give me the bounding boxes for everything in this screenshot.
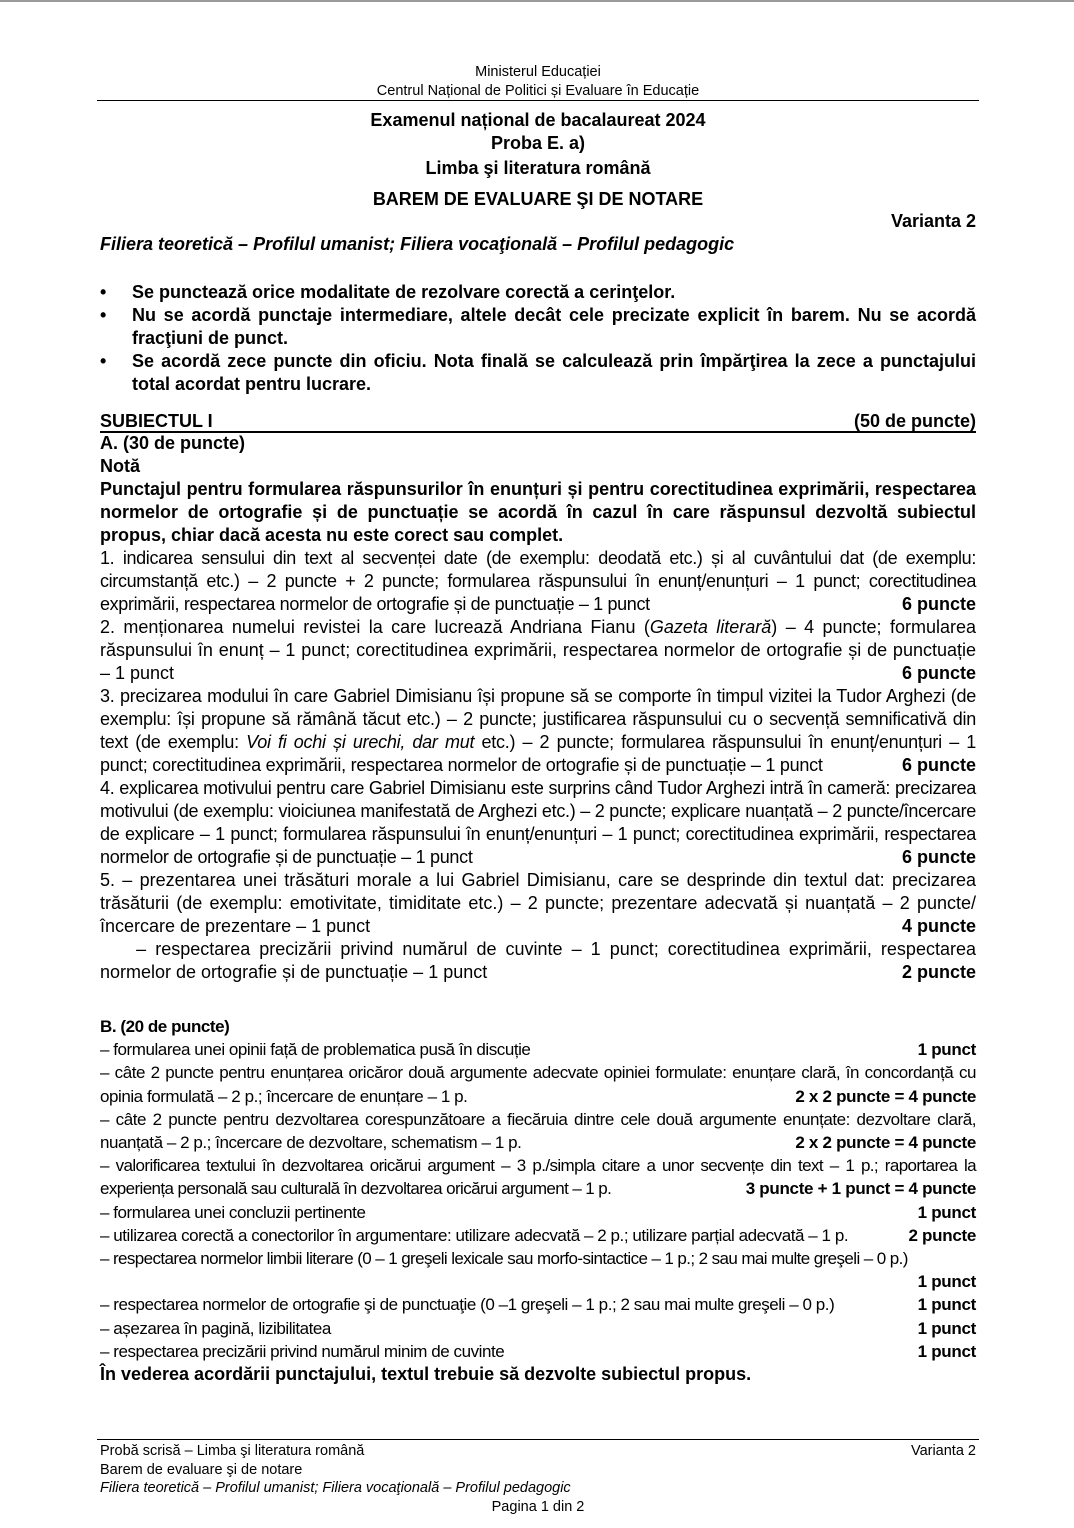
header-divider <box>97 100 979 101</box>
subject-title: Limba şi literatura română <box>425 158 651 178</box>
b-item-text: – câte 2 puncte pentru dezvoltarea corespunzătoare a fiecăruia dintre cele două argumente enunțate: dezvoltare clară, nuanțată – 2 p.; încercare de dezvoltare, schematism – 1 p. <box>100 1109 976 1153</box>
footer-line2: Barem de evaluare şi de notare <box>100 1461 303 1478</box>
subject-points: (50 de puncte) <box>853 411 976 431</box>
b-item-score: 1 punct <box>917 1341 976 1361</box>
item-text: 2. menționarea numelui revistei la care lucrează Andriana Fianu (Gazeta literară) – 4 puncte; formularea răspunsului în enunț – 1 punct; corectitudinea exprimării, respectarea normelor de ortografie și de punctuație – 1 punct <box>100 617 976 683</box>
nota-text: Punctajul pentru formularea răspunsurilor în enunțuri și pentru corectitudinea exprimării, respectarea normelor de ortografie și de punctuație se acordă în cazul în care răspunsul dezvoltă subiectul propus, chiar dacă acesta nu este corect sau complet. <box>100 479 976 545</box>
b-item-score: 3 puncte + 1 punct = 4 puncte <box>745 1179 976 1199</box>
b-item <box>100 1293 976 1316</box>
item-score: 4 puncte <box>901 916 976 936</box>
item-3-score-row <box>100 754 976 777</box>
item-5b-score-row <box>100 961 976 984</box>
b-item-score: 2 x 2 puncte = 4 puncte <box>795 1133 976 1153</box>
b-item-score: 1 punct <box>917 1040 976 1060</box>
part-b <box>100 1015 976 1386</box>
b-item-text: – câte 2 puncte pentru enunțarea oricăror două argumente adecvate opiniei formulate: enunțare clară, în concordanță cu opinia formulată – 2 p.; încercare de enunțare – 1 p. <box>100 1063 976 1106</box>
footer-variant: Varianta 2 <box>910 1443 976 1459</box>
filiera-line: Filiera teoretică – Profilul umanist; Filiera vocaţională – Profilul pedagogic <box>100 234 735 254</box>
item-text: 5. – prezentarea unei trăsături morale a lui Gabriel Dimisianu, care se desprinde din textul dat: precizarea trăsăturii (de exemplu: emotivitate, timiditate etc.) – 2 puncte; prezentare adecvată și nuanțată – 2 puncte/încercare de prezentare – 1 punct <box>100 870 976 936</box>
subject-title: SUBIECTUL I <box>100 411 213 431</box>
item-1-score-row <box>100 593 976 616</box>
subject-heading <box>100 410 976 433</box>
part-a-heading: A. (30 de puncte) <box>100 433 246 453</box>
proba-title: Proba E. a) <box>490 133 586 153</box>
b-item-score: 1 punct <box>917 1202 976 1222</box>
b-item-score-row <box>100 1131 976 1154</box>
bullet-icon: • <box>100 305 107 325</box>
footer-divider <box>97 1439 979 1440</box>
item-text: – respectarea precizării privind numărul de cuvinte – 1 punct; corectitudinea exprimării, respectarea normelor de ortografie și de punctuație – 1 punct <box>100 939 981 982</box>
b-item-score-row <box>100 1270 976 1293</box>
b-item-score-row <box>100 1085 976 1108</box>
item-5-score-row <box>100 915 976 938</box>
b-item-text: – așezarea în pagină, lizibilitatea <box>100 1318 331 1338</box>
rule-item: • Se punctează orice modalitate de rezolvare corectă a cerinţelor. <box>100 282 676 302</box>
item-score: 2 puncte <box>901 962 976 982</box>
nota-label: Notă <box>100 456 140 476</box>
page-number: Pagina 1 din 2 <box>491 1498 585 1515</box>
b-item-text: – respectarea normelor de ortografie şi de punctuaţie (0 –1 greşeli – 1 p.; 2 sau mai multe greşeli – 0 p.) <box>100 1295 835 1315</box>
b-item <box>100 1340 976 1363</box>
b-item-text: – formularea unei opinii față de problematica pusă în discuție <box>100 1040 531 1060</box>
b-item-text: – formularea unei concluzii pertinente <box>100 1202 366 1222</box>
b-item-text: – respectarea precizării privind numărul minim de cuvinte <box>100 1341 505 1361</box>
item-score: 6 puncte <box>901 847 976 867</box>
barem-title: BAREM DE EVALUARE ŞI DE NOTARE <box>372 189 704 209</box>
exam-title: Examenul național de bacalaureat 2024 <box>370 110 706 130</box>
b-item <box>100 1038 976 1061</box>
b-item <box>100 1224 976 1247</box>
b-item-score: 1 punct <box>917 1318 976 1338</box>
b-item-text: – valorificarea textului în dezvoltarea oricărui argument – 3 p./simpla citare a unor secvențe din text – 1 p.; raportarea la experiența personală sau culturală în dezvoltarea oricărui argument – 1 p. <box>100 1156 976 1199</box>
footer-line3: Filiera teoretică – Profilul umanist; Filiera vocaţională – Profilul pedagogic <box>100 1480 571 1496</box>
footer-row <box>100 1442 976 1461</box>
b-item-score: 1 punct <box>917 1272 976 1292</box>
bullet-icon: • <box>100 282 107 302</box>
b-item <box>100 1201 976 1224</box>
final-note: În vederea acordării punctajului, textul trebuie să dezvolte subiectul propus. <box>100 1364 752 1385</box>
b-item-score-row <box>100 1177 976 1200</box>
item-score: 6 puncte <box>901 755 976 775</box>
item-text: 3. precizarea modului în care Gabriel Dimisianu își propune să se comporte în timpul vizitei la Tudor Arghezi (de exemplu: își propune să rămână tăcut etc.) – 2 puncte; justificarea răspunsului cu o secvență semnificativă din text (de exemplu: Voi fi ochi și urechi, dar mut etc.) – 2 puncte; formularea răspunsului în enunț/enunțuri – 1 punct; corectitudinea exprimării, respectarea normelor de ortografie și de punctuație – 1 punct <box>100 686 976 775</box>
b-item-text: – respectarea normelor limbii literare (0 – 1 greşeli lexicale sau morfo-sintactice – 1 p.; 2 sau mai multe greşeli – 0 p.) <box>100 1249 908 1269</box>
item-text: 4. explicarea motivului pentru care Gabriel Dimisianu este surprins când Tudor Arghezi intră în cameră: precizarea motivului (de exemplu: vioiciunea manifestată de Arghezi etc.) – 2 puncte; explicare nuanțată – 2 puncte/încercare de explicare – 1 punct; formularea răspunsului în enunț/enunțuri – 1 punct; corectitudinea exprimării, respectarea normelor de ortografie și de punctuație – 1 punct <box>100 778 976 867</box>
part-a <box>100 432 981 984</box>
footer-line1: Probă scrisă – Limba şi literatura română <box>100 1443 365 1459</box>
item-score: 6 puncte <box>901 594 976 614</box>
b-item <box>100 1317 976 1340</box>
rule-item: • Nu se acordă punctaje intermediare, altele decât cele precizate explicit în barem. Nu se acordă fracţiuni de punct. <box>100 305 976 348</box>
bullet-icon: • <box>100 351 107 371</box>
footer <box>100 1442 976 1516</box>
variant-label: Varianta 2 <box>890 211 976 231</box>
b-item-score: 2 puncte <box>908 1225 976 1245</box>
b-item-score: 2 x 2 puncte = 4 puncte <box>795 1086 976 1106</box>
item-4-score-row <box>100 846 976 869</box>
b-item-score: 1 punct <box>917 1295 976 1315</box>
ministry-name: Ministerul Educației <box>475 64 601 80</box>
item-2-score-row <box>100 662 976 685</box>
center-name: Centrul Național de Politici și Evaluare în Educație <box>376 83 700 99</box>
top-border <box>0 0 1074 2</box>
rules-list <box>100 281 976 396</box>
part-b-heading: B. (20 de puncte) <box>100 1017 230 1036</box>
item-score: 6 puncte <box>901 663 976 683</box>
b-item-text: – utilizarea corectă a conectorilor în argumentare: utilizare adecvată – 2 p.; utilizare parțial adecvată – 1 p. <box>100 1225 849 1245</box>
rule-item: • Se acordă zece puncte din oficiu. Nota finală se calculează prin împărţirea la zece a punctajului total acordat pentru lucrare. <box>100 351 976 394</box>
item-text: 1. indicarea sensului din text al secvenței date (de exemplu: deodată etc.) și al cuvântului dat (de exemplu: circumstanță etc.) – 2 puncte + 2 puncte; formularea răspunsului în enunț/enunțuri – 1 punct; corectitudinea exprimării, respectarea normelor de ortografie și de punctuație – 1 punct <box>100 548 976 614</box>
